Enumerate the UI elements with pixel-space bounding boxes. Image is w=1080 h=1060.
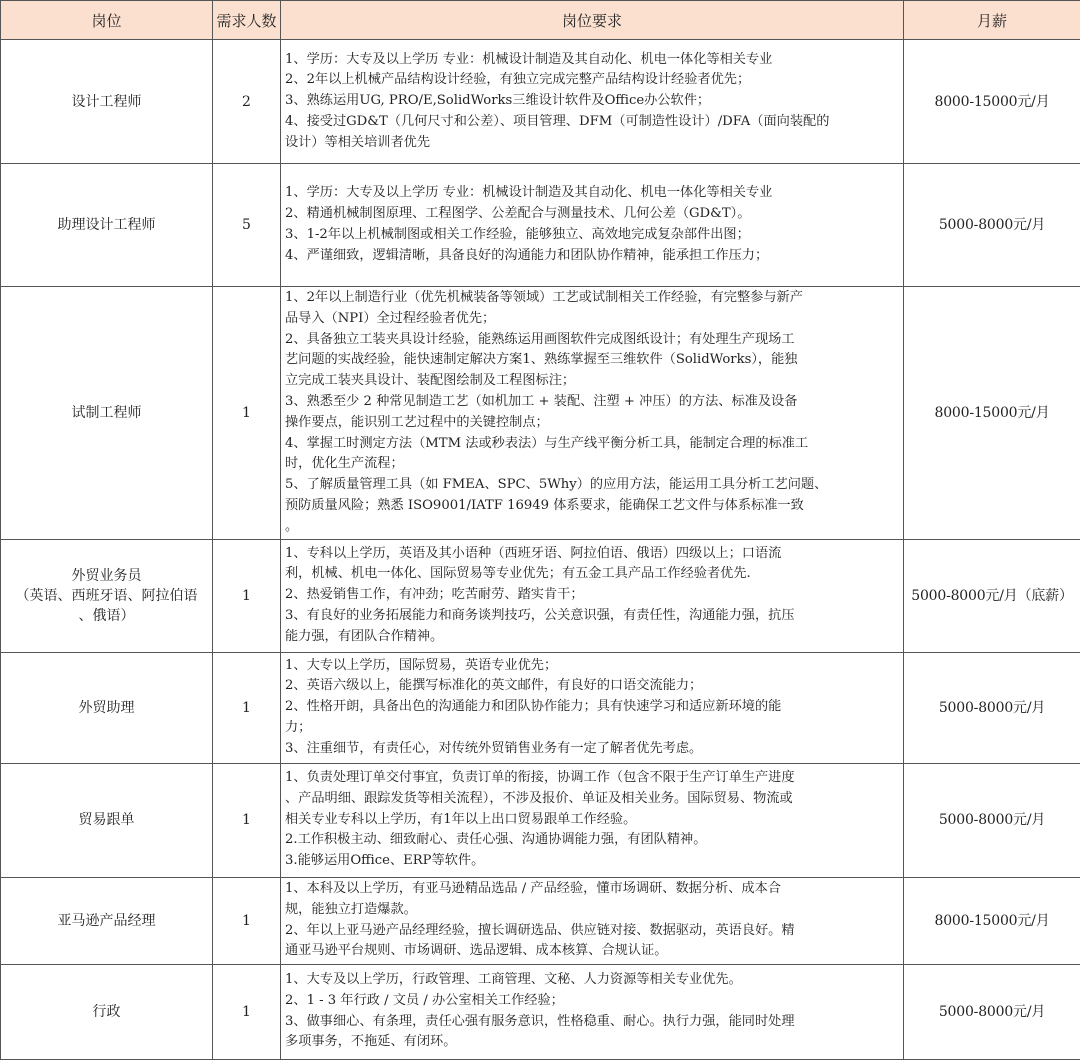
requirement-line: 时，优化生产流程； xyxy=(285,454,900,475)
table-row xyxy=(1,40,1080,164)
table-row xyxy=(1,877,1080,964)
requirements-cell xyxy=(281,652,904,763)
table-row xyxy=(1,652,1080,763)
requirements-cell xyxy=(281,287,904,540)
count-cell: 1 xyxy=(213,652,281,763)
requirement-line: 设计）等相关培训者优先 xyxy=(285,133,900,154)
salary-cell: 5000-8000元/月 xyxy=(904,652,1080,763)
requirement-line: 1、本科及以上学历，有亚马逊精品选品 / 产品经验，懂市场调研、数据分析、成本合 xyxy=(285,879,900,900)
requirement-line: 。 xyxy=(285,517,900,538)
requirement-line: 艺问题的实战经验，能快速制定解决方案1、熟练掌握至三维软件（SolidWorks），能独 xyxy=(285,350,900,371)
requirement-line: 立完成工装夹具设计、装配图绘制及工程图标注； xyxy=(285,371,900,392)
requirement-line: 3、熟练运用UG, PRO/E,SolidWorks三维设计软件及Office办公软件； xyxy=(285,91,900,112)
requirement-line: 2、具备独立工装夹具设计经验，能熟练运用画图软件完成图纸设计；有处理生产现场工 xyxy=(285,330,900,351)
requirement-line: 5、了解质量管理工具（如 FMEA、SPC、5Why）的应用方法，能运用工具分析工艺问题、 xyxy=(285,475,900,496)
requirement-line: 规，能独立打造爆款。 xyxy=(285,900,900,921)
requirement-line: 2、年以上亚马逊产品经理经验，擅长调研选品、供应链对接、数据驱动，英语良好。精 xyxy=(285,921,900,942)
requirement-line: 3、熟悉至少 2 种常见制造工艺（如机加工 + 装配、注塑 + 冲压）的方法、标准及设备 xyxy=(285,392,900,413)
salary-cell: 8000-15000元/月 xyxy=(904,40,1080,164)
position-name: （英语、西班牙语、阿拉伯语 xyxy=(1,586,212,606)
count-cell: 1 xyxy=(213,763,281,877)
requirement-line: 1、专科以上学历，英语及其小语种（西班牙语、阿拉伯语、俄语）四级以上；口语流 xyxy=(285,544,900,565)
requirement-line: 、产品明细、跟踪发货等相关流程），不涉及报价、单证及相关业务。国际贸易、物流或 xyxy=(285,789,900,810)
count-cell: 1 xyxy=(213,287,281,540)
count-cell: 1 xyxy=(213,539,281,652)
count-cell: 2 xyxy=(213,40,281,164)
position-name: 贸易跟单 xyxy=(1,810,212,830)
position-name: 助理设计工程师 xyxy=(1,215,212,235)
table-row xyxy=(1,539,1080,652)
requirement-line: 2、2年以上机械产品结构设计经验，有独立完成完整产品结构设计经验者优先； xyxy=(285,70,900,91)
requirement-line: 力； xyxy=(285,718,900,739)
requirement-line: 2、热爱销售工作，有冲劲；吃苦耐劳、踏实肯干； xyxy=(285,585,900,606)
requirement-line: 多项事务，不拖延、有闭环。 xyxy=(285,1032,900,1053)
requirement-line: 1、2年以上制造行业（优先机械装备等领域）工艺或试制相关工作经验，有完整参与新产 xyxy=(285,288,900,309)
job-table-body xyxy=(1,40,1080,1060)
requirement-line: 3、注重细节，有责任心，对传统外贸销售业务有一定了解者优先考虑。 xyxy=(285,739,900,760)
header-salary: 月薪 xyxy=(904,1,1080,40)
requirement-line: 2、精通机械制图原理、工程图学、公差配合与测量技术、几何公差（GD&T）。 xyxy=(285,204,900,225)
requirement-line: 1、学历：大专及以上学历 专业：机械设计制造及其自动化、机电一体化等相关专业 xyxy=(285,50,900,71)
position-name: 试制工程师 xyxy=(1,403,212,423)
requirement-line: 4、严谨细致，逻辑清晰，具备良好的沟通能力和团队协作精神，能承担工作压力； xyxy=(285,246,900,267)
header-row xyxy=(1,1,1080,40)
requirement-line: 2、1 - 3 年行政 / 文员 / 办公室相关工作经验； xyxy=(285,991,900,1012)
salary-cell: 5000-8000元/月 xyxy=(904,164,1080,287)
requirements-cell xyxy=(281,763,904,877)
count-cell: 1 xyxy=(213,964,281,1059)
header-count: 需求人数 xyxy=(213,1,281,40)
requirements-cell xyxy=(281,964,904,1059)
position-cell xyxy=(1,763,213,877)
requirement-line: 能力强，有团队合作精神。 xyxy=(285,627,900,648)
position-cell xyxy=(1,964,213,1059)
requirements-cell xyxy=(281,164,904,287)
requirement-line: 1、大专以上学历，国际贸易，英语专业优先； xyxy=(285,656,900,677)
position-cell xyxy=(1,652,213,763)
position-cell xyxy=(1,164,213,287)
requirements-cell xyxy=(281,40,904,164)
salary-cell: 5000-8000元/月 xyxy=(904,964,1080,1059)
position-name: 外贸业务员 xyxy=(1,566,212,586)
requirement-line: 2、性格开朗，具备出色的沟通能力和团队协作能力；具有快速学习和适应新环境的能 xyxy=(285,697,900,718)
table-row xyxy=(1,763,1080,877)
requirement-line: 4、接受过GD&T（几何尺寸和公差）、项目管理、DFM（可制造性设计）/DFA（面向装配的 xyxy=(285,112,900,133)
position-name: 行政 xyxy=(1,1002,212,1022)
count-cell: 1 xyxy=(213,877,281,964)
position-name: 设计工程师 xyxy=(1,92,212,112)
salary-cell: 5000-8000元/月 xyxy=(904,763,1080,877)
requirement-line: 1、大专及以上学历，行政管理、工商管理、文秘、人力资源等相关专业优先。 xyxy=(285,970,900,991)
requirement-line: 预防质量风险；熟悉 ISO9001/IATF 16949 体系要求，能确保工艺文件与体系标准一致 xyxy=(285,496,900,517)
table-row xyxy=(1,964,1080,1059)
table-row xyxy=(1,287,1080,540)
requirement-line: 3、做事细心、有条理，责任心强有服务意识，性格稳重、耐心。执行力强，能同时处理 xyxy=(285,1012,900,1033)
requirement-line: 2.工作积极主动、细致耐心、责任心强、沟通协调能力强，有团队精神。 xyxy=(285,830,900,851)
requirement-line: 操作要点，能识别工艺过程中的关键控制点； xyxy=(285,413,900,434)
table-row xyxy=(1,164,1080,287)
requirements-cell xyxy=(281,539,904,652)
salary-cell: 5000-8000元/月（底薪） xyxy=(904,539,1080,652)
header-position: 岗位 xyxy=(1,1,213,40)
requirement-line: 3.能够运用Office、ERP等软件。 xyxy=(285,851,900,872)
salary-cell: 8000-15000元/月 xyxy=(904,287,1080,540)
position-cell xyxy=(1,287,213,540)
position-name: 外贸助理 xyxy=(1,698,212,718)
position-cell xyxy=(1,539,213,652)
requirements-cell xyxy=(281,877,904,964)
requirement-line: 2、英语六级以上，能撰写标准化的英文邮件，有良好的口语交流能力； xyxy=(285,676,900,697)
position-cell xyxy=(1,40,213,164)
requirement-line: 3、1-2年以上机械制图或相关工作经验，能够独立、高效地完成复杂部件出图； xyxy=(285,225,900,246)
count-cell: 5 xyxy=(213,164,281,287)
salary-cell: 8000-15000元/月 xyxy=(904,877,1080,964)
requirement-line: 1、负责处理订单交付事宜，负责订单的衔接，协调工作（包含不限于生产订单生产进度 xyxy=(285,768,900,789)
header-requirements: 岗位要求 xyxy=(281,1,904,40)
position-name: 亚马逊产品经理 xyxy=(1,911,212,931)
requirement-line: 1、学历：大专及以上学历 专业：机械设计制造及其自动化、机电一体化等相关专业 xyxy=(285,183,900,204)
requirement-line: 4、掌握工时测定方法（MTM 法或秒表法）与生产线平衡分析工具，能制定合理的标准工 xyxy=(285,434,900,455)
requirement-line: 通亚马逊平台规则、市场调研、选品逻辑、成本核算、合规认证。 xyxy=(285,941,900,962)
requirement-line: 3、有良好的业务拓展能力和商务谈判技巧，公关意识强，有责任性，沟通能力强，抗压 xyxy=(285,606,900,627)
position-cell xyxy=(1,877,213,964)
position-name: 、俄语） xyxy=(1,606,212,626)
requirement-line: 相关专业专科以上学历，有1年以上出口贸易跟单工作经验。 xyxy=(285,810,900,831)
requirement-line: 品导入（NPI）全过程经验者优先； xyxy=(285,309,900,330)
requirement-line: 利，机械、机电一体化、国际贸易等专业优先；有五金工具产品工作经验者优先. xyxy=(285,564,900,585)
